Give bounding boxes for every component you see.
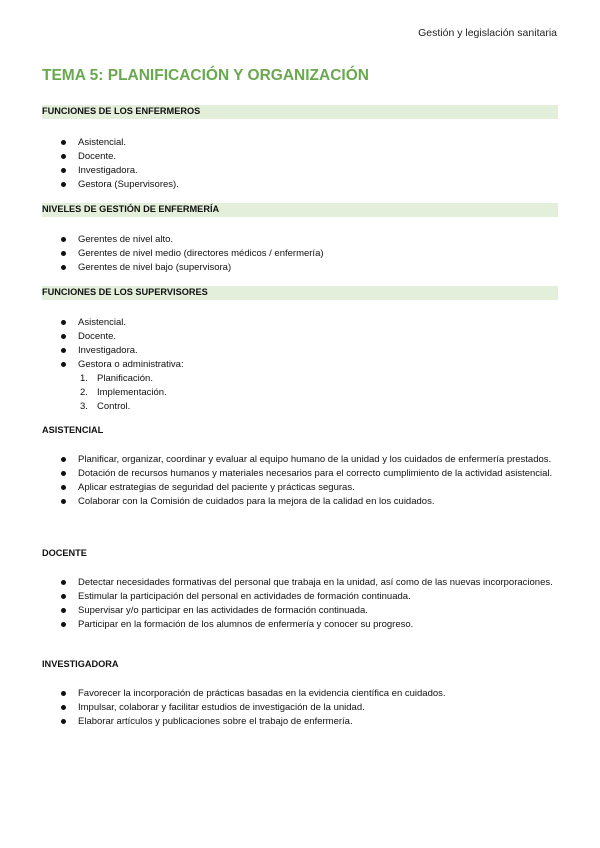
numbered-sublist (42, 372, 558, 414)
bullet-list (42, 233, 558, 275)
section-niveles-gestion (42, 203, 558, 275)
list-item: Docente. (42, 330, 558, 344)
list-item: Elaborar artículos y publicaciones sobre el trabajo de enfermería. (42, 715, 558, 729)
bullet-list (42, 136, 558, 192)
list-item: Planificar, organizar, coordinar y evaluar al equipo humano de la unidad y los cuidados de enfermería prestados. (42, 453, 558, 467)
list-item: Gerentes de nivel alto. (42, 233, 558, 247)
bullet-list (42, 687, 558, 729)
section-asistencial (42, 424, 558, 509)
section-funciones-supervisores (42, 286, 558, 414)
bullet-list (42, 453, 558, 509)
sublist-item: 2. Implementación. (80, 387, 167, 398)
section-funciones-enfermeros (42, 105, 558, 192)
list-item: Asistencial. (42, 136, 558, 150)
list-item: Favorecer la incorporación de prácticas basadas en la evidencia científica en cuidados. (42, 687, 558, 701)
list-item: Detectar necesidades formativas del personal que trabaja en la unidad, así como de las nuevas incorporaciones. (42, 576, 558, 590)
section-heading: FUNCIONES DE LOS ENFERMEROS (42, 105, 558, 119)
list-item: Docente. (42, 150, 558, 164)
section-heading: ASISTENCIAL (42, 425, 104, 435)
list-item: Asistencial. (42, 316, 558, 330)
list-item: Estimular la participación del personal en actividades de formación continuada. (42, 590, 558, 604)
page-title: TEMA 5: PLANIFICACIÓN Y ORGANIZACIÓN (42, 67, 369, 84)
list-item: Investigadora. (42, 344, 558, 358)
list-item: Aplicar estrategias de seguridad del paciente y prácticas seguras. (42, 481, 558, 495)
section-heading: NIVELES DE GESTIÓN DE ENFERMERÍA (42, 203, 558, 217)
section-heading: INVESTIGADORA (42, 659, 119, 669)
list-item: Dotación de recursos humanos y materiales necesarios para el correcto cumplimiento de la actividad asistencial. (42, 467, 558, 481)
list-item: Gerentes de nivel bajo (supervisora) (42, 261, 558, 275)
list-item: Participar en la formación de los alumnos de enfermería y conocer su progreso. (42, 618, 558, 632)
sublist-item: 1. Planificación. (80, 373, 153, 384)
running-header: Gestión y legislación sanitaria (418, 27, 557, 39)
list-item: Investigadora. (42, 164, 558, 178)
list-item: Gestora o administrativa: (42, 358, 558, 372)
sublist-item: 3. Control. (80, 401, 131, 412)
section-docente (42, 547, 558, 632)
list-item: Supervisar y/o participar en las actividades de formación continuada. (42, 604, 558, 618)
section-investigadora (42, 658, 558, 729)
bullet-list (42, 576, 558, 632)
bullet-list (42, 316, 558, 372)
list-item: Gestora (Supervisores). (42, 178, 558, 192)
section-heading: DOCENTE (42, 548, 87, 558)
list-item: Impulsar, colaborar y facilitar estudios de investigación de la unidad. (42, 701, 558, 715)
list-item: Colaborar con la Comisión de cuidados para la mejora de la calidad en los cuidados. (42, 495, 558, 509)
list-item: Gerentes de nivel medio (directores médicos / enfermería) (42, 247, 558, 261)
section-heading: FUNCIONES DE LOS SUPERVISORES (42, 286, 558, 300)
